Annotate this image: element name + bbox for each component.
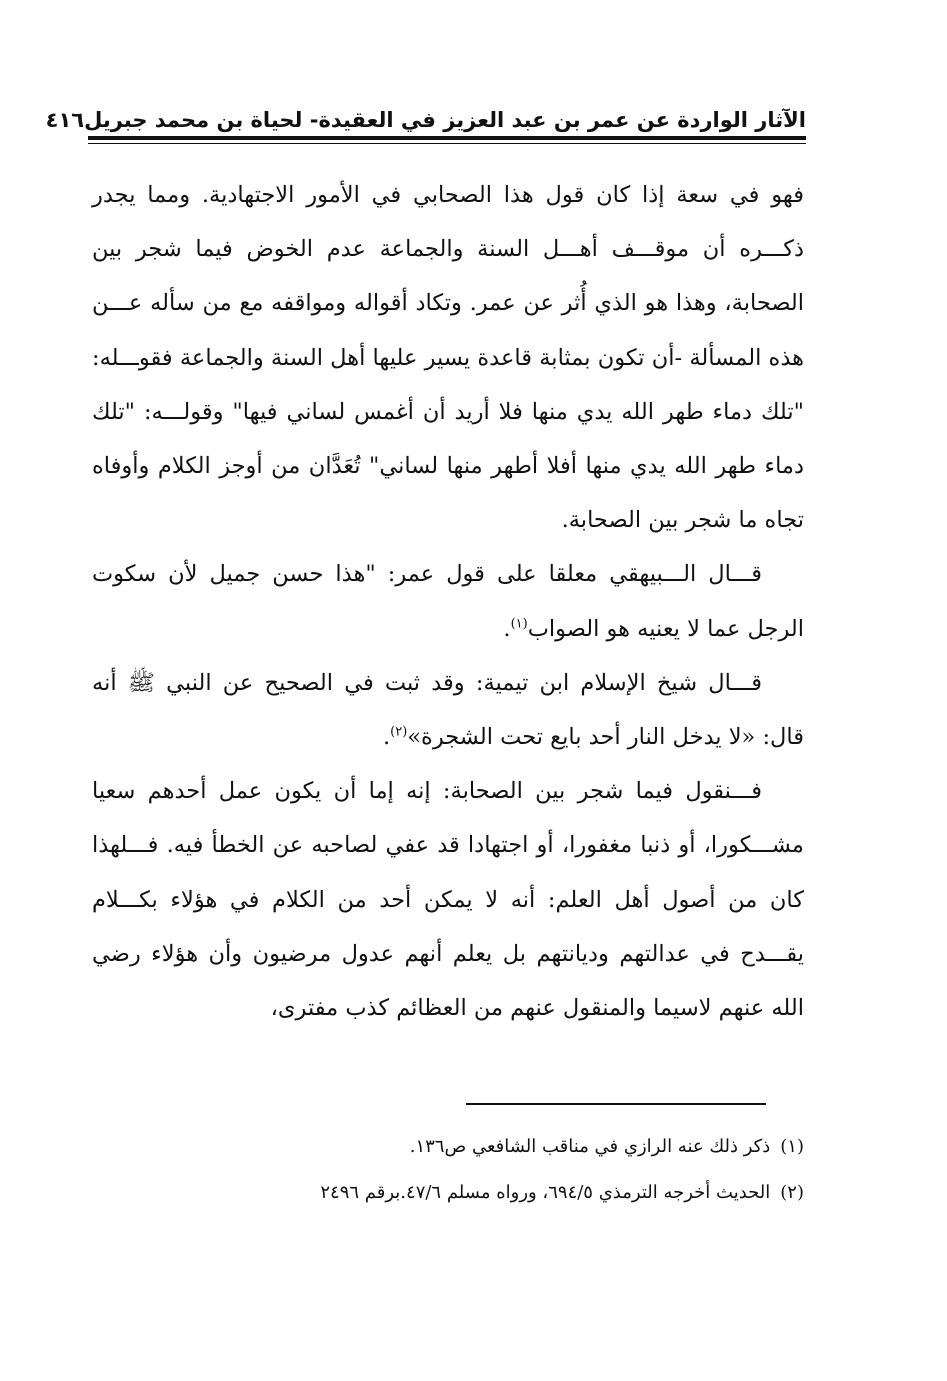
paragraph-text: فهو في سعة إذا كان قول هذا الصحابي في الأمور الاجتهادية. ومما يجدر ذكـــره أن موقـــف أهـــل السنة والجماعة عدم الخوض فيما شجر بين الصحابة، وهذا هو الذي أُثر عن عمر. وتكاد أقواله ومواقفه مع من سأله عـــن هذه المسألة -أن تكون بمثابة قاعدة يسير عليها أهل السنة والجماعة فقوـــله: "تلك دماء طهر الله يدي منها فلا أريد أن أغمس لساني فيها" وقولـــه: "تلك دماء طهر الله يدي منها أفلا أطهر منها لساني" تُعَدَّان من أوجز الكلام وأوفاه تجاه ما شجر بين الصحابة. <box>92 182 804 534</box>
header-rule-thick <box>88 136 806 140</box>
footnote-item <box>150 1170 804 1216</box>
footnote-item <box>150 1124 804 1170</box>
paragraph-text: قـــال الـــبيهقي معلقا على قول عمر: "هذا حسن جميل لأن سكوت الرجل عما لا يعنيه هو الصواب <box>92 561 804 642</box>
paragraph-text: قـــال شيخ الإسلام ابن تيمية: وقد ثبت في الصحيح عن النبي ﷺ أنه قال: «لا يدخل النار أحد بايع تحت الشجرة» <box>92 669 804 751</box>
paragraph <box>92 656 804 764</box>
footnote-text: ذكر ذلك عنه الرازي في مناقب الشافعي ص١٣٦. <box>409 1136 771 1157</box>
footnote-separator <box>466 1103 766 1105</box>
paragraph-tail: . <box>503 615 511 642</box>
running-header <box>45 98 806 132</box>
paragraph <box>92 547 804 655</box>
footnote-ref[interactable]: (١) <box>510 616 528 632</box>
paragraph-tail: . <box>382 724 391 751</box>
footnote-ref[interactable]: (٢) <box>390 724 408 740</box>
footnote-number: (١) <box>780 1136 804 1157</box>
footnote-number: (٢) <box>780 1182 804 1203</box>
header-title: الآثار الواردة عن عمر بن عبد العزيز في العقيدة- لحياة بن محمد جبريل <box>84 108 806 132</box>
footnotes <box>150 1124 804 1216</box>
paragraph <box>92 764 804 1035</box>
paragraph-text: فـــنقول فيما شجر بين الصحابة: إنه إما أن يكون عمل أحدهم سعيا مشـــكورا، أو ذنبا مغفورا، أو اجتهادا قد عفي لصاحبه عن الخطأ فيه. فـــلهذا كان من أصول أهل العلم: أنه لا يمكن أحد من الكلام في هؤلاء بكـــلام يقـــدح في عدالتهم وديانتهم بل يعلم أنهم عدول مرضيون وأن هؤلاء رضي الله عنهم لاسيما والمنقول عنهم من العظائم كذب مفترى، <box>92 778 804 1022</box>
body-text <box>92 168 804 1035</box>
header-rule-thin <box>88 143 806 144</box>
paragraph <box>92 168 804 547</box>
footnote-text: الحديث أخرجه الترمذي ٦٩٤/٥، ورواه مسلم ٤٧/٦.برقم ٢٤٩٦ <box>320 1182 771 1203</box>
page-number: ٤١٦ <box>45 108 85 132</box>
